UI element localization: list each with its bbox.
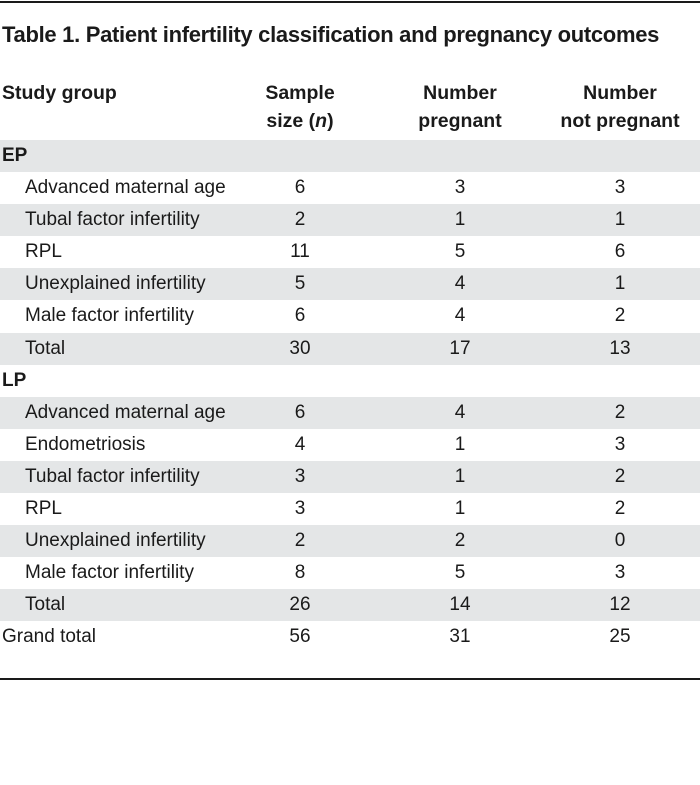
not-pregnant-cell: 6 <box>614 241 626 263</box>
table-row <box>0 268 700 300</box>
sample-size-cell: 6 <box>294 177 306 199</box>
row-label: LP <box>2 369 27 391</box>
row-label: Unexplained infertility <box>25 273 206 295</box>
not-pregnant-cell: 1 <box>614 273 626 295</box>
pregnant-cell: 3 <box>454 177 466 199</box>
table-row <box>0 429 700 461</box>
pregnant-cell: 4 <box>454 273 466 295</box>
row-label: Advanced maternal age <box>25 177 226 199</box>
pregnant-cell: 1 <box>454 498 466 520</box>
row-label: Grand total <box>2 626 96 648</box>
not-pregnant-cell: 3 <box>614 562 626 584</box>
table-row <box>0 461 700 493</box>
table-row <box>0 333 700 365</box>
not-pregnant-cell: 1 <box>614 209 626 231</box>
not-pregnant-cell: 2 <box>614 498 626 520</box>
header-sample-prefix: size ( <box>266 110 316 132</box>
pregnant-cell: 2 <box>454 530 466 552</box>
pregnant-cell: 1 <box>454 465 466 487</box>
pregnant-cell: 5 <box>454 241 466 263</box>
not-pregnant-cell: 2 <box>614 465 626 487</box>
table-row <box>0 397 700 429</box>
not-pregnant-cell: 0 <box>614 530 626 552</box>
table-bottom-rule <box>0 678 700 680</box>
header-sample-suffix: ) <box>327 110 334 132</box>
not-pregnant-cell: 3 <box>614 433 626 455</box>
sample-size-cell: 30 <box>289 337 311 359</box>
row-label: Male factor infertility <box>25 562 194 584</box>
row-label: RPL <box>25 498 62 520</box>
not-pregnant-cell: 2 <box>614 305 626 327</box>
sample-size-cell: 2 <box>294 530 306 552</box>
header-study-group <box>2 79 117 107</box>
group-header-row <box>0 365 700 397</box>
sample-size-cell: 11 <box>290 241 310 263</box>
pregnant-cell: 14 <box>449 594 471 616</box>
pregnant-cell: 1 <box>454 433 466 455</box>
sample-size-cell: 6 <box>294 401 306 423</box>
pregnant-cell: 31 <box>449 626 471 648</box>
pregnant-cell: 5 <box>454 562 466 584</box>
row-label: Male factor infertility <box>25 305 194 327</box>
row-label: Total <box>25 337 66 359</box>
row-label: Endometriosis <box>25 433 146 455</box>
row-label: Unexplained infertility <box>25 530 206 552</box>
pregnant-cell: 17 <box>449 337 471 359</box>
row-label: Total <box>25 594 66 616</box>
table-row <box>0 204 700 236</box>
header-number-not-pregnant <box>560 79 680 135</box>
grand-total-row <box>0 621 700 653</box>
sample-size-cell: 26 <box>289 594 311 616</box>
header-pregnant-line1: Number <box>423 82 497 104</box>
header-pregnant-line2: pregnant <box>418 110 502 132</box>
table-row <box>0 525 700 557</box>
header-sample-line1: Sample <box>265 82 335 104</box>
not-pregnant-cell: 13 <box>609 337 631 359</box>
pregnant-cell: 1 <box>454 209 466 231</box>
table-body <box>0 140 700 654</box>
sample-size-cell: 8 <box>294 562 306 584</box>
group-header-row <box>0 140 700 172</box>
sample-size-cell: 3 <box>294 465 306 487</box>
row-label: Advanced maternal age <box>25 401 226 423</box>
table-row <box>0 589 700 621</box>
row-label: EP <box>2 145 28 166</box>
header-not-pregnant-line1: Number <box>583 82 657 104</box>
table-row <box>0 557 700 589</box>
header-study-group-label: Study group <box>2 82 117 104</box>
sample-size-cell: 6 <box>294 305 306 327</box>
row-label: RPL <box>25 241 62 263</box>
header-sample-size <box>240 79 360 135</box>
pregnant-cell: 4 <box>454 401 466 423</box>
table-row <box>0 172 700 204</box>
pregnant-cell: 4 <box>454 305 466 327</box>
header-not-pregnant-line2: not pregnant <box>560 110 680 132</box>
row-label: Tubal factor infertility <box>25 465 200 487</box>
not-pregnant-cell: 12 <box>609 594 631 616</box>
not-pregnant-cell: 3 <box>614 177 626 199</box>
row-label: Tubal factor infertility <box>25 209 200 231</box>
sample-size-cell: 2 <box>294 209 306 231</box>
table-top-rule <box>0 1 700 3</box>
not-pregnant-cell: 2 <box>614 401 626 423</box>
sample-size-cell: 3 <box>294 498 306 520</box>
table-row <box>0 300 700 332</box>
table-title: Table 1. Patient infertility classification and pregnancy outcomes <box>2 22 660 47</box>
sample-size-cell: 4 <box>294 433 306 455</box>
header-number-pregnant <box>400 79 520 135</box>
table-row <box>0 236 700 268</box>
header-sample-line2 <box>240 107 360 135</box>
sample-size-cell: 5 <box>294 273 306 295</box>
header-sample-n: n <box>315 110 328 132</box>
sample-size-cell: 56 <box>289 626 311 648</box>
table-row <box>0 493 700 525</box>
not-pregnant-cell: 25 <box>609 626 631 648</box>
